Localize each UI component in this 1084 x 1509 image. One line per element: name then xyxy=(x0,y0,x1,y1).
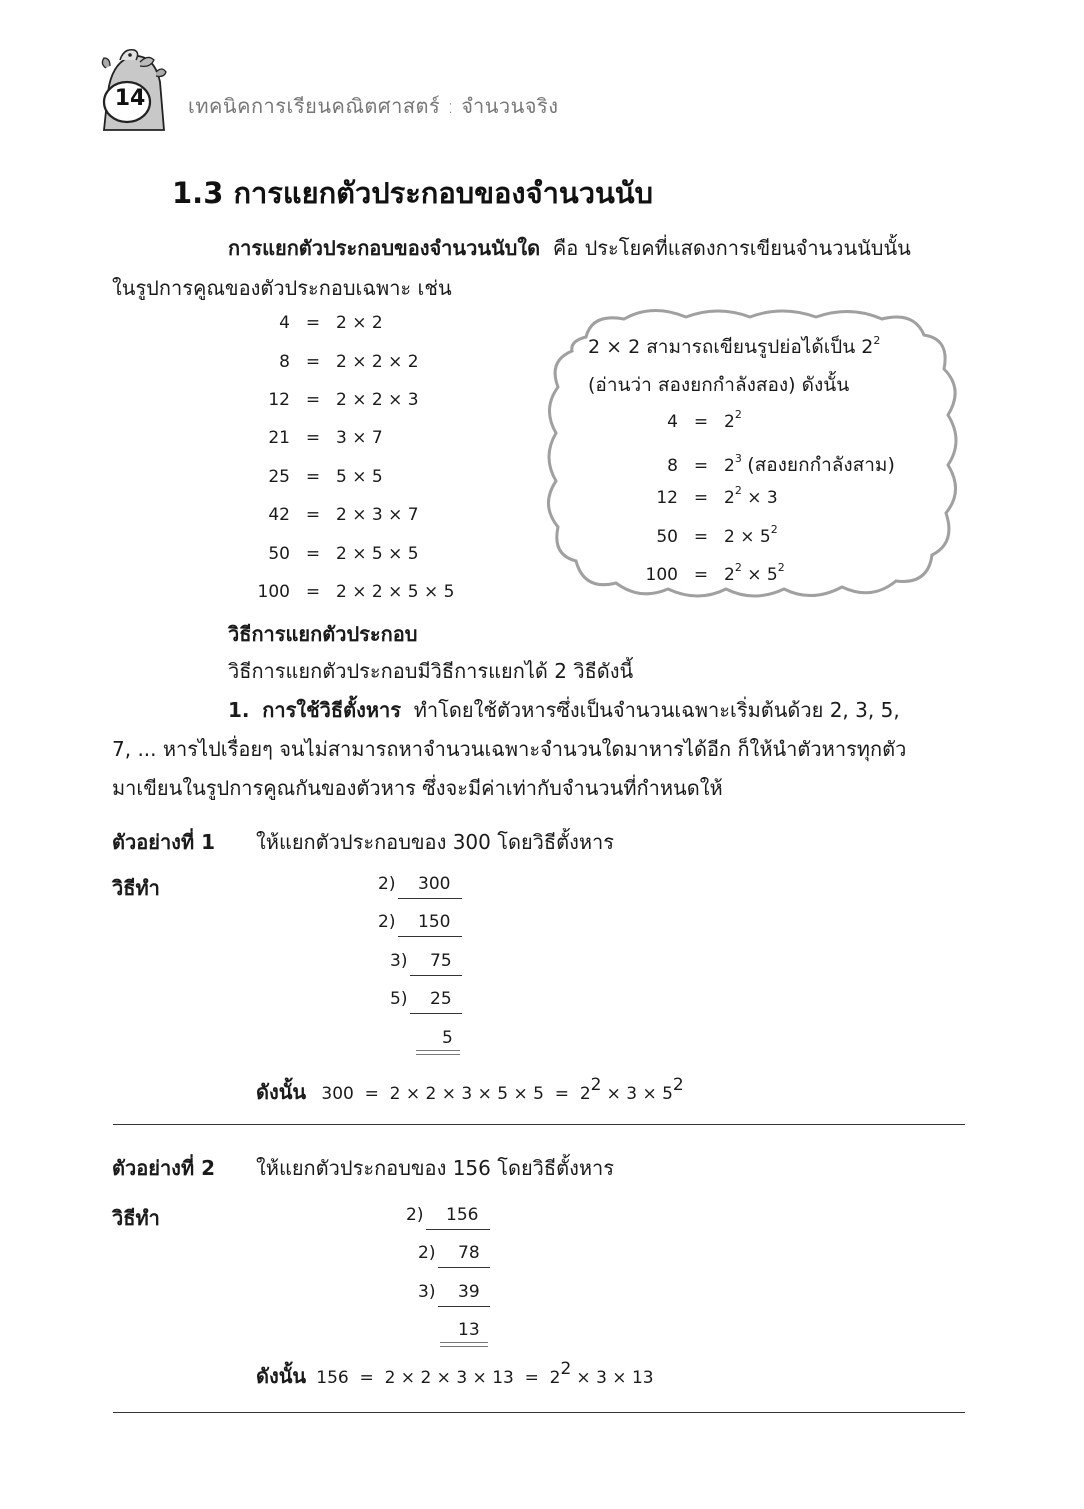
factor-row xyxy=(232,582,454,602)
equals-sign: = xyxy=(693,456,709,476)
section-title: 1.3 การแยกตัวประกอบของจำนวนนับ xyxy=(172,176,654,210)
cloud-note: (สองยกกำลังสาม) xyxy=(747,454,895,476)
factor-rhs: 5 × 5 xyxy=(336,467,383,487)
cloud-base: 2 xyxy=(724,565,735,585)
divider xyxy=(113,1412,965,1413)
method-item-1-text: ทำโดยใช้ตัวหารซึ่งเป็นจำนวนเฉพาะเริ่มต้นด้วย 2, 3, 5, xyxy=(413,698,900,722)
factor-rhs: 3 × 7 xyxy=(336,428,383,448)
factor-rhs: 2 × 3 × 7 xyxy=(336,505,419,525)
conclusion-exp: 2 xyxy=(560,1359,572,1379)
division-value: 39 xyxy=(458,1282,480,1302)
division-final: 5 xyxy=(442,1028,453,1048)
factor-lhs: 21 xyxy=(268,428,290,448)
equals-sign: = xyxy=(305,544,321,564)
division-divisor: 2) xyxy=(406,1205,424,1225)
division-divisor: 3) xyxy=(390,951,408,971)
method-item-1-line-2: 7, ... หารไปเรื่อยๆ จนไม่สามารถหาจำนวนเฉพาะจำนวนใดมาหารได้อีก ก็ให้นำตัวหารทุกตัว xyxy=(112,737,907,761)
divider xyxy=(113,1124,965,1125)
example-1-solution-label: วิธีทำ xyxy=(112,876,160,900)
factor-row xyxy=(232,544,419,564)
factor-lhs: 12 xyxy=(268,390,290,410)
division-double-underline xyxy=(416,1050,460,1055)
division-divisor: 2) xyxy=(378,874,396,894)
factor-row xyxy=(232,390,419,410)
example-2-label: ตัวอย่างที่ 2 xyxy=(112,1156,216,1180)
conclusion-exp-2: 2 xyxy=(672,1075,684,1095)
factor-lhs: 50 xyxy=(268,544,290,564)
conclusion-main: 156 = 2 × 2 × 3 × 13 = 2 xyxy=(316,1368,561,1388)
conclusion-main: 300 = 2 × 2 × 3 × 5 × 5 = 2 xyxy=(321,1084,591,1104)
factor-row xyxy=(232,505,419,525)
cloud-line-1-exp: 2 xyxy=(873,334,881,347)
conclusion-word: ดังนั้น xyxy=(256,1364,307,1388)
cloud-exp: 2 xyxy=(770,523,778,536)
method-item-1 xyxy=(228,694,900,726)
factor-row xyxy=(232,467,383,487)
cloud-base: 2 xyxy=(724,456,735,476)
factor-rhs: 2 × 5 × 5 xyxy=(336,544,419,564)
conclusion-mid: × 3 × 5 xyxy=(606,1084,673,1104)
cloud-exp: 2 xyxy=(734,561,742,574)
division-value: 75 xyxy=(430,951,452,971)
factor-lhs: 100 xyxy=(257,582,290,602)
cloud-lhs: 4 xyxy=(667,412,678,432)
cloud-row xyxy=(630,523,778,547)
cloud-row xyxy=(630,408,742,432)
example-1-question: ให้แยกตัวประกอบของ 300 โดยวิธีตั้งหาร xyxy=(256,830,615,854)
equals-sign: = xyxy=(693,488,709,508)
equals-sign: = xyxy=(305,582,321,602)
equals-sign: = xyxy=(305,505,321,525)
equals-sign: = xyxy=(305,313,321,333)
division-underline xyxy=(410,1013,462,1014)
division-value: 300 xyxy=(418,874,451,894)
conclusion-exp: 2 xyxy=(590,1075,602,1095)
division-divisor: 5) xyxy=(390,989,408,1009)
equals-sign: = xyxy=(305,390,321,410)
division-value: 150 xyxy=(418,912,451,932)
cloud-tail: × 3 xyxy=(747,488,778,508)
division-underline xyxy=(398,936,462,937)
division-value: 156 xyxy=(446,1205,479,1225)
cloud-row xyxy=(630,450,895,480)
cloud-row xyxy=(630,484,778,508)
running-header-title: เทคนิคการเรียนคณิตศาสตร์ : จำนวนจริง xyxy=(188,94,559,118)
cloud-lhs: 100 xyxy=(645,565,678,585)
factor-row xyxy=(232,313,383,333)
method-item-1-number: 1. xyxy=(228,698,250,722)
factor-row xyxy=(232,428,383,448)
method-item-1-title: การใช้วิธีตั้งหาร xyxy=(262,698,402,722)
equals-sign: = xyxy=(305,467,321,487)
factor-lhs: 42 xyxy=(268,505,290,525)
cloud-line-1-text: 2 × 2 สามารถเขียนรูปย่อได้เป็น 2 xyxy=(588,336,874,358)
division-divisor: 2) xyxy=(378,912,396,932)
cloud-exp: 3 xyxy=(734,452,742,465)
equals-sign: = xyxy=(693,412,709,432)
cloud-exp: 2 xyxy=(734,408,742,421)
factor-rhs: 2 × 2 × 2 xyxy=(336,352,419,372)
equals-sign: = xyxy=(693,565,709,585)
example-2-question: ให้แยกตัวประกอบของ 156 โดยวิธีตั้งหาร xyxy=(256,1156,615,1180)
cloud-exp-2: 2 xyxy=(777,561,785,574)
example-2-conclusion xyxy=(256,1360,654,1392)
division-underline xyxy=(438,1306,490,1307)
division-divisor: 3) xyxy=(418,1282,436,1302)
cloud-line-1 xyxy=(588,332,880,362)
factor-rhs: 2 × 2 × 3 xyxy=(336,390,419,410)
example-1-label: ตัวอย่างที่ 1 xyxy=(112,830,216,854)
method-intro: วิธีการแยกตัวประกอบมีวิธีการแยกได้ 2 วิธีดังนี้ xyxy=(228,659,634,683)
factor-row xyxy=(232,352,419,372)
intro-bold: การแยกตัวประกอบของจำนวนนับใด xyxy=(228,236,541,260)
division-underline xyxy=(438,1267,490,1268)
division-value: 78 xyxy=(458,1243,480,1263)
cloud-lhs: 12 xyxy=(656,488,678,508)
cloud-lhs: 8 xyxy=(667,456,678,476)
division-final: 13 xyxy=(458,1320,480,1340)
division-double-underline xyxy=(440,1342,488,1347)
cloud-exp: 2 xyxy=(734,484,742,497)
cloud-base: 2 xyxy=(724,488,735,508)
method-heading: วิธีการแยกตัวประกอบ xyxy=(228,622,418,646)
intro-line-1 xyxy=(228,232,911,264)
equals-sign: = xyxy=(305,352,321,372)
cloud-lhs: 50 xyxy=(656,527,678,547)
factor-rhs: 2 × 2 xyxy=(336,313,383,333)
equals-sign: = xyxy=(305,428,321,448)
division-divisor: 2) xyxy=(418,1243,436,1263)
intro-line-2: ในรูปการคูณของตัวประกอบเฉพาะ เช่น xyxy=(112,276,452,300)
division-value: 25 xyxy=(430,989,452,1009)
intro-rest: คือ ประโยคที่แสดงการเขียนจำนวนนับนั้น xyxy=(552,236,911,260)
page-number: 14 xyxy=(114,86,146,111)
division-underline xyxy=(398,898,462,899)
factor-lhs: 8 xyxy=(279,352,290,372)
cloud-line-2: (อ่านว่า สองยกกำลังสอง) ดังนั้น xyxy=(588,374,850,396)
conclusion-tail: × 3 × 13 xyxy=(576,1368,654,1388)
cloud-mid: × 5 xyxy=(747,565,778,585)
method-item-1-line-3: มาเขียนในรูปการคูณกันของตัวหาร ซึ่งจะมีค่าเท่ากับจำนวนที่กำหนดให้ xyxy=(112,776,723,800)
factor-lhs: 25 xyxy=(268,467,290,487)
conclusion-word: ดังนั้น xyxy=(256,1080,307,1104)
cloud-row xyxy=(630,561,785,585)
cloud-base: 2 xyxy=(724,412,735,432)
division-underline xyxy=(410,975,462,976)
factor-rhs: 2 × 2 × 5 × 5 xyxy=(336,582,455,602)
cloud-pre: 2 × 5 xyxy=(724,527,771,547)
equals-sign: = xyxy=(693,527,709,547)
factor-lhs: 4 xyxy=(279,313,290,333)
example-2-solution-label: วิธีทำ xyxy=(112,1206,160,1230)
division-underline xyxy=(426,1229,490,1230)
example-1-conclusion xyxy=(256,1076,684,1108)
